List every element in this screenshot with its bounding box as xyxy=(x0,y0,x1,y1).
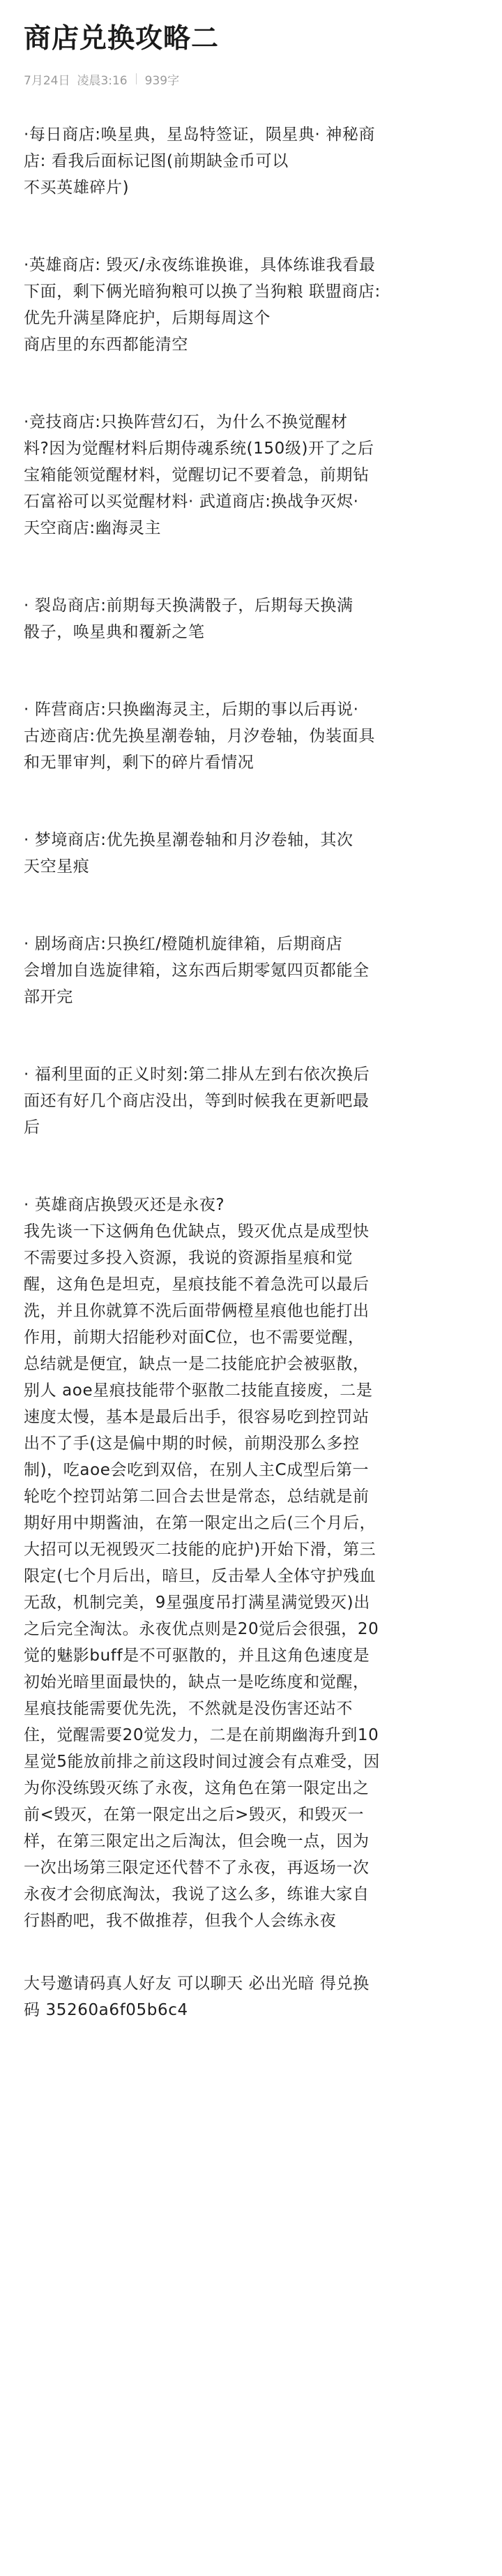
paragraph-faction-shop: · 阵营商店:只换幽海灵主，后期的事以后再说· 古迹商店:优先换星潮卷轴，月汐卷轴，伪装面具 和无罪审判，剩下的碎片看情况 xyxy=(24,701,375,772)
article-meta xyxy=(24,68,478,89)
paragraph-rift-shop: · 裂岛商店:前期每天换满骰子，后期每天换满 骰子，唤星典和覆新之笔 xyxy=(24,597,353,641)
paragraph-hero-shop: ·英雄商店: 毁灭/永夜练谁换谁，具体练谁我看最 下面，剩下俩光暗狗粮可以换了当狗粮 联盟商店: 优先升满星降庇护，后期每周这个 商店里的东西都能清空 xyxy=(24,256,381,354)
paragraph-justice-moment: · 福利里面的正义时刻:第二排从左到右依次换后 面还有好几个商店没出，等到时候我在更新吧最 后 xyxy=(24,1065,370,1137)
publish-time: 凌晨3:16 xyxy=(77,73,128,88)
article-body xyxy=(24,121,478,2023)
paragraph-invite-code: 大号邀请码真人好友 可以聊天 必出光暗 得兑换 码 35260a6f05b6c4 xyxy=(24,1975,370,2019)
paragraph-theater-shop: · 剧场商店:只换红/橙随机旋律箱，后期商店 会增加自选旋律箱，这东西后期零氪四页都能全 部开完 xyxy=(24,935,370,1006)
paragraph-hero-choice: · 英雄商店换毁灭还是永夜? 我先谈一下这俩角色优缺点，毁灭优点是成型快 不需要过多投入资源，我说的资源指星痕和觉 醒，这角色是坦克，星痕技能不着急洗可以最后 洗，并且你就算不洗后面带俩橙星痕他也能打出 作用，前期大招能秒对面C位，也不需要觉醒， 总结就是便宜，缺点一是二技能庇护会被驱散， 别人 aoe星痕技能带个驱散二技能直接废，二是 速度太慢，基本是最后出手，很容易吃到控罚站 出不了手(这是偏中期的时候，前期没那么多控 制)，吃aoe会吃到双倍，在别人主C成型后第一 轮吃个控罚站第二回合去世是常态，总结就是前 期好用中期酱油，在第一限定出之后(三个月后， 大招可以无视毁灭二技能的庇护)开始下滑，第三 限定(七个月后出，暗旦，反击晕人全体守护残血 无敌，机制完美，9星强度吊打满星满觉毁灭)出 之后完全淘汰。永夜优点则是20觉后会很强，20 觉的魅影buff是不可驱散的，并且这角色速度是 初始光暗里面最快的，缺点一是吃练度和觉醒， 星痕技能需要优先洗，不然就是没伤害还站不 住，觉醒需要20觉发力，二是在前期幽海升到10 星觉5能放前排之前这段时间过渡会有点难受，因 为你没练毁灭练了永夜，这角色在第一限定出之 前<毁灭，在第一限定出之后>毁灭，和毁灭一 样，在第三限定出之后淘汰，但会晚一点，因为 一次出场第三限定还代替不了永夜，再返场一次 永夜才会彻底淘汰，我说了这么多，练谁大家自 行斟酌吧，我不做推荐，但我个人会练永夜 xyxy=(24,1196,380,1930)
word-count: 939字 xyxy=(144,73,180,88)
meta-divider xyxy=(136,73,137,84)
paragraph-arena-shop: ·竞技商店:只换阵营幻石，为什么不换觉醒材 料?因为觉醒材料后期侍魂系统(150级)开了之后 宝箱能领觉醒材料，觉醒切记不要着急，前期钻 石富裕可以买觉醒材料· 武道商店:换战争灭烬· 天空商店:幽海灵主 xyxy=(24,413,374,537)
publish-date: 7月24日 xyxy=(24,73,70,88)
paragraph-daily-shop: ·每日商店:唤星典，星岛特签证，陨星典· 神秘商 店: 看我后面标记图(前期缺金币可以 不买英雄碎片) xyxy=(24,126,376,197)
paragraph-dream-shop: · 梦境商店:优先换星潮卷轴和月汐卷轴，其次 天空星痕 xyxy=(24,831,353,876)
article-title: 商店兑换攻略二 xyxy=(24,23,220,54)
